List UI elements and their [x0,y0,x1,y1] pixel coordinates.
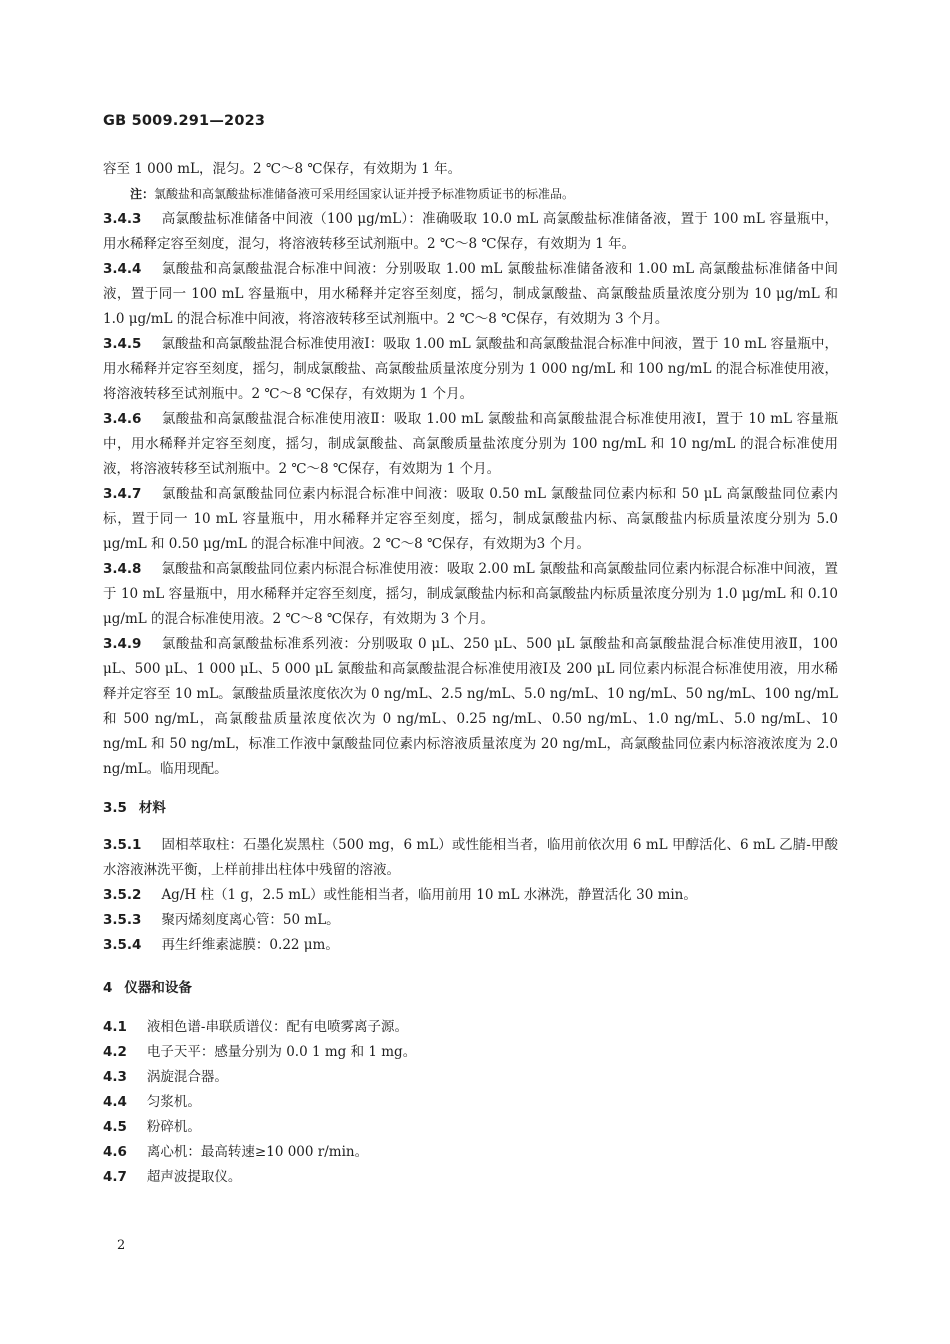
clause-text: 氯酸盐和高氯酸盐混合标准使用液Ⅱ：吸取 1.00 mL 氯酸盐和高氯酸盐混合标准使用液Ⅰ，置于 10 mL 容量瓶中，用水稀释并定容至刻度，摇匀，制成氯酸盐、高氯酸质量盐浓度分别为 100 ng/mL 和 10 ng/mL 的混合标准使用液，将溶液转移至试剂瓶中。2 ℃～8 ℃保存，有效期为 1 个月。 [103,411,838,477]
clause-text: 再生纤维素滤膜：0.22 μm。 [161,937,339,953]
clause-number: 3.4.3 [103,211,142,227]
clause-number: 4.6 [103,1144,127,1160]
clause-3-4-7 [103,482,838,557]
clause-number: 4.1 [103,1019,127,1035]
standard-number-header: GB 5009.291—2023 [103,113,266,129]
clause-text: 超声波提取仪。 [146,1169,242,1185]
section-number: 3.5 [103,800,127,816]
clause-text: 固相萃取柱：石墨化炭黑柱（500 mg，6 mL）或性能相当者，临用前依次用 6 mL 甲醇活化、6 mL 乙腈-甲酸水溶液淋洗平衡，上样前排出柱体中残留的溶液。 [103,837,838,878]
section-heading-4 [103,976,838,1001]
clause-number: 3.5.1 [103,837,142,853]
clause-text: 氯酸盐和高氯酸盐混合标准使用液Ⅰ：吸取 1.00 mL 氯酸盐和高氯酸盐混合标准中间液，置于 10 mL 容量瓶中，用水稀释并定容至刻度，摇匀，制成氯酸盐、高氯酸盐质量浓度分别为 1 000 ng/mL 和 100 ng/mL 的混合标准使用液，将溶液转移至试剂瓶中。2 ℃～8 ℃保存，有效期为 1 个月。 [103,336,838,402]
clause-number: 3.4.5 [103,336,142,352]
clause-number: 4.7 [103,1169,127,1185]
clause-text: 聚丙烯刻度离心管：50 mL。 [161,912,340,928]
clause-number: 3.4.9 [103,636,142,652]
section-title: 仪器和设备 [124,980,192,996]
paragraph-text: 容至 1 000 mL，混匀。2 ℃～8 ℃保存，有效期为 1 年。 [103,161,462,177]
clause-4-7 [103,1165,838,1190]
note [103,182,838,207]
page-number: 2 [117,1238,126,1253]
clause-number: 4.5 [103,1119,127,1135]
clause-3-5-4 [103,933,838,958]
paragraph [103,157,838,182]
clause-3-5-3 [103,908,838,933]
clause-3-4-5 [103,332,838,407]
clause-text: 涡旋混合器。 [146,1069,228,1085]
clause-4-6 [103,1140,838,1165]
clause-number: 3.5.4 [103,937,142,953]
clause-number: 3.4.6 [103,411,142,427]
clause-text: 匀浆机。 [146,1094,201,1110]
clause-text: 氯酸盐和高氯酸盐同位素内标混合标准中间液：吸取 0.50 mL 氯酸盐同位素内标和 50 μL 高氯酸盐同位素内标，置于同一 10 mL 容量瓶中，用水稀释并定容至刻度，摇匀，制成氯酸盐内标、高氯酸盐内标质量浓度分别为 5.0 μg/mL 和 0.50 μg/mL 的混合标准中间液。2 ℃～8 ℃保存，有效期为3 个月。 [103,486,838,552]
clause-3-4-8 [103,557,838,632]
clause-number: 4.4 [103,1094,127,1110]
clause-text: 氯酸盐和高氯酸盐同位素内标混合标准使用液：吸取 2.00 mL 氯酸盐和高氯酸盐同位素内标混合标准中间液，置于 10 mL 容量瓶中，用水稀释并定容至刻度，摇匀，制成氯酸盐内标和高氯酸盐内标质量浓度分别为 1.0 μg/mL 和 0.10 μg/mL 的混合标准使用液。2 ℃～8 ℃保存，有效期为 3 个月。 [103,561,838,627]
clause-4-4 [103,1090,838,1115]
clause-4-1 [103,1015,838,1040]
clause-number: 4.3 [103,1069,127,1085]
clause-number: 3.4.8 [103,561,142,577]
clause-text: 氯酸盐和高氯酸盐标准系列液：分别吸取 0 μL、250 μL、500 μL 氯酸盐和高氯酸盐混合标准使用液Ⅱ，100 μL、500 μL、1 000 μL、5 000 μL 氯酸盐和高氯酸盐混合标准使用液Ⅰ及 200 μL 同位素内标混合标准使用液，用水稀释并定容至 10 mL。氯酸盐质量浓度依次为 0 ng/mL、2.5 ng/mL、5.0 ng/mL、10 ng/mL、50 ng/mL、100 ng/mL 和 500 ng/mL，高氯酸盐质量浓度依次为 0 ng/mL、0.25 ng/mL、0.50 ng/mL、1.0 ng/mL、5.0 ng/mL、10 ng/mL 和 50 ng/mL，标准工作液中氯酸盐同位素内标溶液质量浓度为 20 ng/mL，高氯酸盐同位素内标溶液浓度为 2.0 ng/mL。临用现配。 [103,636,838,777]
section-number: 4 [103,980,113,996]
clause-3-4-9 [103,632,838,782]
clause-text: Ag/H 柱（1 g，2.5 mL）或性能相当者，临用前用 10 mL 水淋洗，静置活化 30 min。 [161,887,697,903]
clause-3-4-4 [103,257,838,332]
clause-number: 3.4.7 [103,486,142,502]
section-title: 材料 [138,800,166,816]
section-heading-3-5 [103,796,838,821]
clause-4-2 [103,1040,838,1065]
clause-text: 液相色谱-串联质谱仪：配有电喷雾离子源。 [146,1019,408,1035]
clause-4-5 [103,1115,838,1140]
clause-text: 氯酸盐和高氯酸盐混合标准中间液：分别吸取 1.00 mL 氯酸盐标准储备液和 1.00 mL 高氯酸盐标准储备中间液，置于同一 100 mL 容量瓶中，用水稀释并定容至刻度，摇匀，制成氯酸盐、高氯酸盐质量浓度分别为 10 μg/mL 和 1.0 μg/mL 的混合标准中间液，将溶液转移至试剂瓶中。2 ℃～8 ℃保存，有效期为 3 个月。 [103,261,838,327]
note-label: 注： [130,187,155,201]
clause-number: 4.2 [103,1044,127,1060]
clause-number: 3.5.2 [103,887,142,903]
note-text: 氯酸盐和高氯酸盐标准储备液可采用经国家认证并授予标准物质证书的标准品。 [154,187,575,201]
clause-4-3 [103,1065,838,1090]
clause-3-5-1 [103,833,838,883]
clause-3-4-3 [103,207,838,257]
clause-text: 离心机：最高转速≥10 000 r/min。 [146,1144,369,1160]
clause-3-5-2 [103,883,838,908]
clause-text: 电子天平：感量分别为 0.0 1 mg 和 1 mg。 [146,1044,417,1060]
clause-3-4-6 [103,407,838,482]
clause-text: 粉碎机。 [146,1119,201,1135]
clause-number: 3.5.3 [103,912,142,928]
clause-text: 高氯酸盐标准储备中间液（100 μg/mL）：准确吸取 10.0 mL 高氯酸盐标准储备液，置于 100 mL 容量瓶中，用水稀释定容至刻度，混匀，将溶液转移至试剂瓶中。2 ℃～8 ℃保存，有效期为 1 年。 [103,211,838,252]
document-body [103,157,838,1190]
clause-number: 3.4.4 [103,261,142,277]
